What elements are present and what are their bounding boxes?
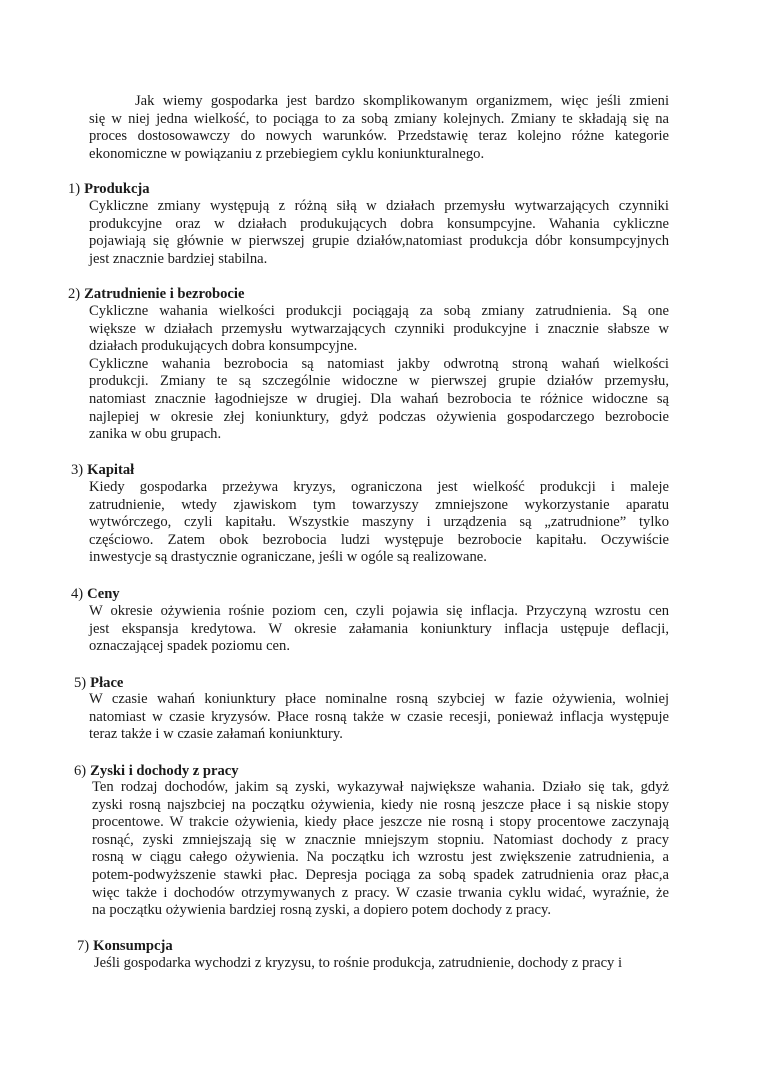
section-title: Konsumpcja — [93, 938, 173, 954]
section-heading-2 — [68, 285, 244, 303]
text-line: częściowo. Zatem obok bezrobocia ludzi występuje bezrobocie kapitału. Oczywiście — [89, 531, 669, 548]
section-title: Zatrudnienie i bezrobocie — [84, 286, 245, 302]
text-line: ekonomiczne w powiązaniu z przebiegiem cyklu koniunkturalnego. — [89, 145, 485, 162]
text-line: wytwórczego, czyli kapitału. Wszystkie maszyny i urządzenia są „zatrudnione” tylko — [89, 514, 669, 531]
intro-paragraph — [89, 93, 669, 163]
section-body-1 — [89, 198, 669, 268]
text-line: W czasie wahań koniunktury płace nominalne rosną szybciej w fazie ożywienia, wolniej — [89, 691, 669, 707]
section-title: Ceny — [87, 586, 120, 602]
section-title: Zyski i dochody z pracy — [90, 763, 239, 779]
text-line: proces dostosowawczy do nowych warunków. Przedstawię teraz kolejno różne kategorie — [89, 128, 669, 145]
text-line: działach produkujących dobra konsumpcyjne. — [89, 338, 358, 355]
text-line: najlepiej w okresie złej koniunktury, gdyż podczas ożywienia gospodarczego bezrobocie — [89, 408, 669, 425]
section-heading-3 — [71, 461, 134, 479]
text-line: Kiedy gospodarka przeżywa kryzys, ograniczona jest wielkość produkcji i maleje — [89, 479, 669, 495]
text-line: większe w działach przemysłu wytwarzających czynniki produkcyjne i znacznie słabsze w — [89, 320, 669, 337]
text-line: jest znacznie bardziej stabilna. — [89, 250, 268, 267]
section-number: 7) — [77, 938, 90, 954]
section-title: Produkcja — [84, 181, 150, 197]
section-heading-5 — [74, 674, 123, 692]
section-heading-7 — [77, 937, 173, 955]
text-line: produkcji. Zmiany te są szczególnie widoczne w pierwszej grupie działów przemysłu, — [89, 373, 669, 390]
text-line: teraz także i w czasie załamań koniunktury. — [89, 726, 343, 743]
section-number: 3) — [71, 462, 84, 478]
section-number: 4) — [71, 586, 84, 602]
section-number: 6) — [74, 763, 87, 779]
text-line: rosną w ciągu całego ożywienia. Na początku ich wzrostu jest zwiększenie zatrudnienia, a — [92, 849, 669, 866]
text-line: Jak wiemy gospodarka jest bardzo skomplikowanym organizmem, więc jeśli zmieni — [135, 93, 669, 109]
section-title: Płace — [90, 675, 124, 691]
text-line: Cykliczne wahania wielkości produkcji pociągają za sobą zmiany zatrudnienia. Są one — [89, 303, 669, 319]
text-line: produkcyjne oraz w działach produkujących dobra konsumpcyjne. Wahania cykliczne — [89, 215, 669, 232]
text-line: natomiast znacznie łagodniejsze w drugiej. Dla wahań bezrobocia te różnice widoczne są — [89, 390, 669, 407]
text-line: inwestycje są drastycznie ograniczane, jeśli w ogóle są realizowane. — [89, 549, 487, 566]
text-line: natomiast w czasie kryzysów. Płace rosną także w czasie recesji, ponieważ inflacja występuje — [89, 708, 669, 725]
section-body-5 — [89, 691, 669, 744]
text-line: zanika w obu grupach. — [89, 426, 222, 443]
section-number: 5) — [74, 675, 87, 691]
text-line: Cykliczne zmiany występują z różną siłą w działach przemysłu wytwarzających czynniki — [89, 198, 669, 214]
section-body-3 — [89, 479, 669, 567]
text-line: zatrudnienie, wtedy zjawiskom tym towarzyszy zmniejszone wykorzystanie aparatu — [89, 496, 669, 513]
text-line: się w niej jedna wielkość, to pociąga to za sobą zmiany kolejnych. Zmiany te składają się na — [89, 110, 669, 127]
section-number: 1) — [68, 181, 81, 197]
section-title: Kapitał — [87, 462, 135, 478]
text-line: pojawiają się głównie w pierwszej grupie działów,natomiast produkcja dóbr konsumpcyjnych — [89, 233, 669, 250]
section-body-6 — [92, 779, 669, 920]
section-heading-1 — [68, 180, 150, 198]
text-line: więc także i dochodów otrzymywanych z pracy. W czasie trwania cyklu widać, wyraźnie, że — [92, 884, 669, 901]
text-line: zyski rosną najszbciej na początku ożywienia, kiedy nie rosną jeszcze płace i są niskie stopy — [92, 796, 669, 813]
text-line: Jeśli gospodarka wychodzi z kryzysu, to rośnie produkcja, zatrudnienie, dochody z pracy i — [94, 955, 623, 971]
text-line: jest ekspansja kredytowa. W okresie załamania koniunktury inflacja ustępuje deflacji, — [89, 620, 669, 637]
text-line: procentowe. W trakcie ożywienia, kiedy płace jeszcze nie rosną i stopy procentowe zaczynają — [92, 814, 669, 831]
section-heading-4 — [71, 585, 120, 603]
section-body-7 — [94, 955, 674, 973]
section-heading-6 — [74, 762, 239, 780]
section-body-2 — [89, 303, 669, 444]
text-line: Ten rodzaj dochodów, jakim są zyski, wykazywał największe wahania. Działo się tak, gdyż — [92, 779, 669, 795]
section-number: 2) — [68, 286, 81, 302]
text-line: potem-podwyższenie stawki płac. Depresja pociąga za sobą spadek zatrudnienia oraz płac,a — [92, 866, 669, 883]
text-line: rosnąć, zyski zmniejszają się w znacznie mniejszym stopniu. Natomiast dochody z pracy — [92, 831, 669, 848]
text-line: Cykliczne wahania bezrobocia są natomiast jakby odwrotną stroną wahań wielkości — [89, 355, 669, 372]
text-line: na początku ożywienia bardziej rosną zyski, a dopiero potem dochody z pracy. — [92, 902, 551, 919]
text-line: W okresie ożywienia rośnie poziom cen, czyli pojawia się inflacja. Przyczyną wzrostu cen — [89, 603, 669, 619]
text-line: oznaczającej spadek poziomu cen. — [89, 638, 290, 655]
section-body-4 — [89, 603, 669, 656]
